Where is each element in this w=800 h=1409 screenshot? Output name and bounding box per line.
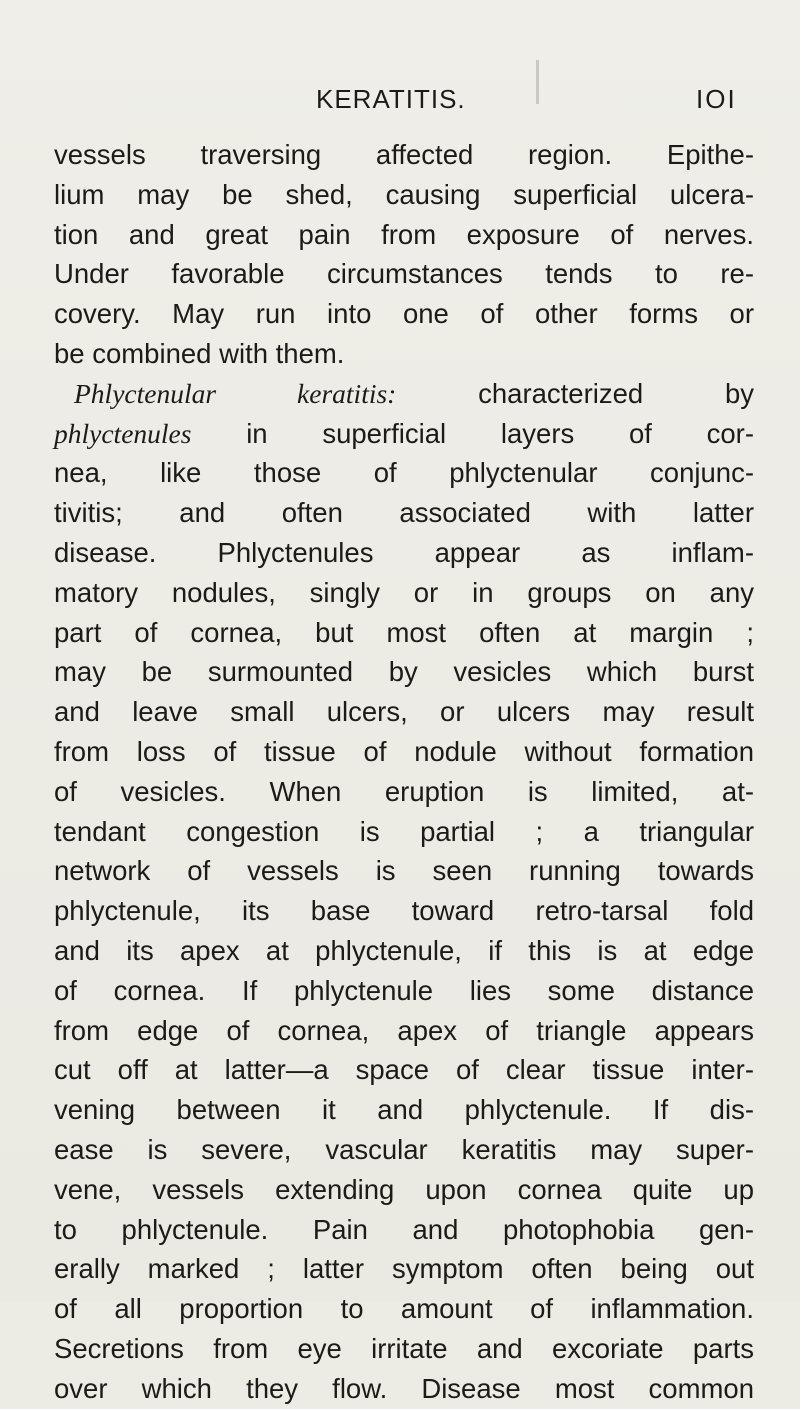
body-text <box>54 135 754 1409</box>
text-line: nea, like those of phlyctenular conjunc- <box>54 457 754 489</box>
text-line: Under favorable circumstances tends to re- <box>54 258 754 290</box>
text-line: from edge of cornea, apex of triangle appears <box>54 1014 754 1046</box>
text-line: matory nodules, singly or in groups on any <box>54 576 754 608</box>
text-line: be combined with them. <box>54 337 345 369</box>
text-line: to phlyctenule. Pain and photophobia gen- <box>54 1213 754 1245</box>
text-line: and its apex at phlyctenule, if this is at edge <box>54 934 754 966</box>
text-line: cut off at latter—a space of clear tissue inter- <box>54 1054 754 1086</box>
text-line: covery. May run into one of other forms or <box>54 298 754 330</box>
text-line: and leave small ulcers, or ulcers may result <box>54 696 754 728</box>
page-number: IOI <box>696 84 737 114</box>
text-line: ease is severe, vascular keratitis may super- <box>54 1133 754 1165</box>
text-line: disease. Phlyctenules appear as inflam- <box>54 536 754 568</box>
text-line: network of vessels is seen running towards <box>54 855 754 887</box>
line-continuation: in superficial layers of cor- <box>191 417 754 449</box>
text-line: tivitis; and often associated with latter <box>54 497 754 529</box>
term-emphasis: phlyctenules <box>54 417 192 449</box>
text-line: erally marked ; latter symptom often being out <box>54 1253 754 1285</box>
term-heading: Phlyctenular keratitis: <box>74 377 397 409</box>
text-line: vening between it and phlyctenule. If dis- <box>54 1094 754 1126</box>
text-line: vene, vessels extending upon cornea quite up <box>54 1173 754 1205</box>
text-line: of all proportion to amount of inflammation. <box>54 1293 754 1325</box>
running-head: KERATITIS. <box>316 84 466 114</box>
text-line: of cornea. If phlyctenule lies some distance <box>54 974 754 1006</box>
text-line: tendant congestion is partial ; a triangular <box>54 815 754 847</box>
text-line: tion and great pain from exposure of nerves. <box>54 218 754 250</box>
text-line <box>54 414 754 454</box>
text-line: part of cornea, but most often at margin ; <box>54 616 754 648</box>
text-line: from loss of tissue of nodule without formation <box>54 735 754 767</box>
text-line: lium may be shed, causing superficial ulcera- <box>54 178 754 210</box>
text-line: phlyctenule, its base toward retro-tarsal fold <box>54 895 754 927</box>
heading-continuation: characterized by <box>396 377 755 409</box>
text-line: over which they flow. Disease most common <box>54 1372 754 1404</box>
text-line: Secretions from eye irritate and excoriate parts <box>54 1332 754 1364</box>
text-line: of vesicles. When eruption is limited, at- <box>54 775 754 807</box>
text-line: may be surmounted by vesicles which burst <box>54 656 754 688</box>
text-line-heading <box>54 374 754 414</box>
page-header <box>0 84 800 120</box>
text-line: vessels traversing affected region. Epithe- <box>54 139 754 170</box>
page-fold-shadow <box>536 60 539 104</box>
